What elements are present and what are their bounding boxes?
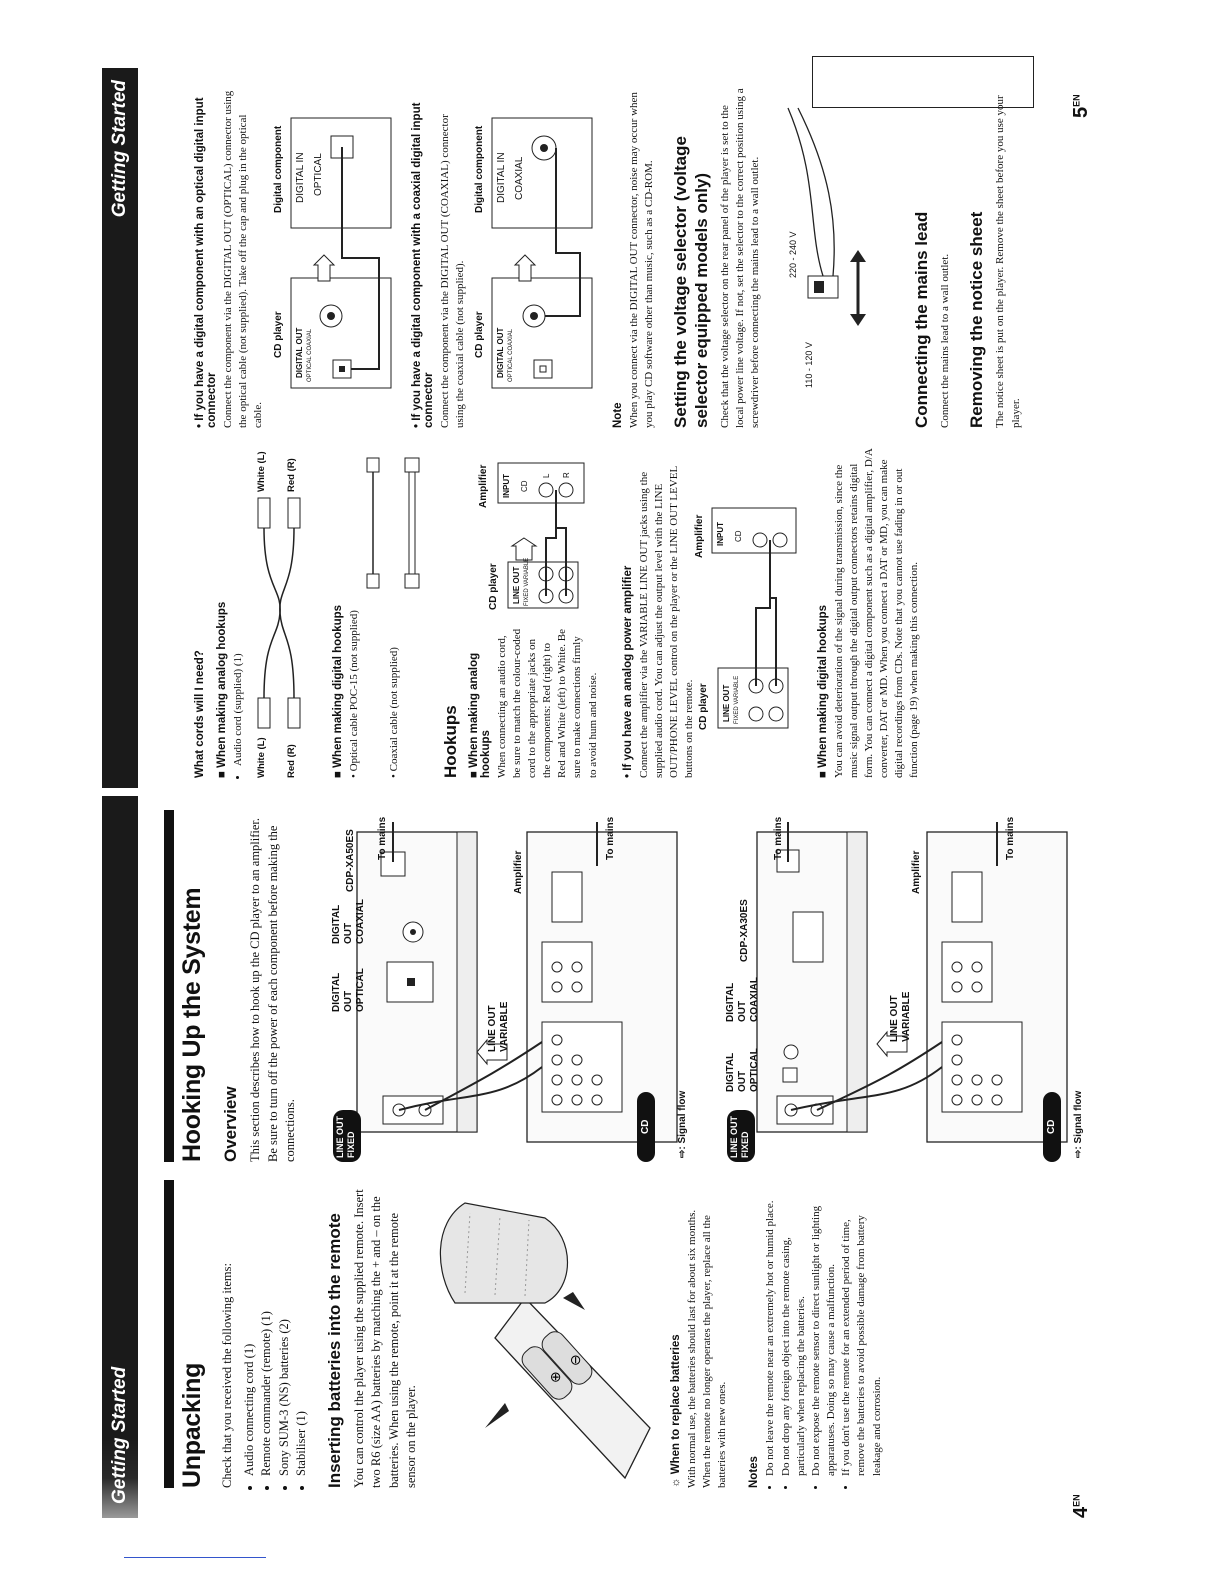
- signal-flow-arrow-icon: ⇨: [1073, 1149, 1084, 1158]
- model-label: CDP-XA30ES: [739, 899, 750, 962]
- list-item: • Do not leave the remote near an extremely hot or humid place.: [763, 1188, 778, 1476]
- section-banner-right: Getting Started: [102, 68, 138, 788]
- cd-player-label: CD player: [697, 683, 709, 730]
- to-mains-label: To mains: [1005, 816, 1016, 860]
- hookup-title: Hooking Up the System: [178, 887, 206, 1162]
- cd-player-label: CD player: [272, 311, 284, 358]
- page-number-right: $5^{EN}$: [1070, 94, 1092, 118]
- voltage-selector-illustration: [768, 88, 898, 428]
- input-label: INPUT: [715, 522, 725, 546]
- amplifier-label: Amplifier: [693, 514, 705, 558]
- blank-stamp-box: [812, 56, 1034, 108]
- column-digital-voltage: [142, 88, 1028, 428]
- cd-input-label: CD: [733, 530, 743, 542]
- manual-spread: [102, 68, 1102, 1518]
- cords-analog-title: ■ When making analog hookups: [216, 601, 228, 778]
- note-title: Note: [611, 402, 624, 428]
- l-label: L: [541, 473, 551, 478]
- amplifier-label: Amplifier: [513, 850, 524, 894]
- coaxial-cable-item: • Coaxial cable (not supplied): [388, 647, 401, 778]
- coaxial-body: Connect the component via the DIGITAL OUT (COAXIAL) connector using the coaxial cable (not supplied).: [438, 114, 466, 428]
- cd-player-label: CD player: [487, 563, 499, 610]
- page-number-left: $4^{EN}$: [1070, 1494, 1092, 1518]
- mains-title: Connecting the mains lead: [911, 211, 931, 428]
- amplifier-label: Amplifier: [477, 464, 489, 508]
- power-amp-title: • If you have an analog power amplifier: [621, 565, 634, 778]
- signal-flow-arrow-icon: ⇨: [677, 1149, 688, 1158]
- note-body: When you connect via the DIGITAL OUT connector, noise may occur when you play CD software other than music, such as a CD-ROM.: [627, 92, 656, 428]
- to-mains-label: To mains: [377, 816, 388, 860]
- voltage-body: Check that the voltage selector on the rear panel of the player is set to the local power line voltage. If not, set the selector to the correct position using a screwdriver before connecting the mains lead to a wall outlet.: [718, 88, 762, 428]
- optical-cable-item: • Optical cable POC-15 (not supplied): [348, 610, 361, 778]
- cd-player-label: CD player: [473, 311, 485, 358]
- optical-connection-diagram: [271, 88, 401, 428]
- digital-out-label: DIGITAL OUT: [294, 327, 304, 378]
- to-mains-label: To mains: [605, 816, 616, 860]
- batteries-body: You can control the player using the supplied remote. Insert two R6 (size AA) batteries by matching the + and – on the batteries. When using the remote, point it at the remote sensor on the player.: [351, 1189, 419, 1488]
- list-item: • Stabiliser (1): [293, 1188, 311, 1476]
- line-out-label: LINE OUT: [511, 566, 521, 604]
- list-item: • Do not drop any foreign object into the remote casing, particularly when replacing the batteries.: [779, 1188, 809, 1476]
- line-out-variable-label: LINE OUT VARIABLE: [487, 1001, 510, 1052]
- analog-hookups-title: ■ When making analog hookups: [467, 652, 492, 778]
- digital-out-label: DIGITAL OUT: [495, 327, 505, 378]
- fixed-variable-label: FIXED VARIABLE: [523, 557, 530, 606]
- unpacking-list: [241, 1188, 311, 1488]
- tip-body: With normal use, the batteries should last for about six months. When the remote no longer operates the player, replace all the batteries with new ones.: [685, 1209, 729, 1488]
- column-cords-hookups: [142, 448, 927, 778]
- line-out-variable-label: LINE OUT VARIABLE: [889, 991, 912, 1042]
- power-amp-body: Connect the amplifier via the VARIABLE LINE OUT jacks using the supplied audio cord. You can adjust the output level with the LINE OUT/PHONE LEVEL control on the player or the LINE OUT LEVEL buttons on the remote.: [637, 466, 696, 778]
- list-item: • If you don't use the remote for an extended period of time, remove the batteries to avoid possible damage from battery leakage and corrosion.: [839, 1188, 885, 1476]
- notice-title: Removing the notice sheet: [967, 211, 987, 428]
- input-label: INPUT: [501, 474, 511, 498]
- audio-cord-illustration: [248, 448, 322, 778]
- digital-out-optical-label: DIGITAL OUT OPTICAL: [331, 968, 366, 1012]
- list-item: • Sony SUM-3 (NS) batteries (2): [276, 1188, 294, 1476]
- line-out-fixed-label: LINE OUT FIXED: [729, 1116, 750, 1158]
- svg-text:⊕: ⊕: [546, 1371, 563, 1383]
- cd-input-label: CD: [519, 480, 529, 492]
- coaxial-title: • If you have a digital component with a coaxial digital input connector: [410, 102, 435, 428]
- voltage-110-label: 110 - 120 V: [803, 342, 814, 388]
- tip-title: ☼ When to replace batteries: [669, 1334, 682, 1488]
- optical-coaxial-label: OPTICAL COAXIAL: [507, 328, 514, 382]
- fixed-variable-label: FIXED VARIABLE: [733, 675, 740, 724]
- optical-body: Connect the component via the DIGITAL OUT (OPTICAL) connector using the optical cable (not supplied). Take off the cap and plug in the optical cable.: [222, 90, 265, 428]
- batteries-title: Inserting batteries into the remote: [324, 1213, 344, 1488]
- notes-list: [763, 1188, 884, 1488]
- digital-out-coaxial-label: DIGITAL OUT COAXIAL: [725, 977, 760, 1022]
- digital-in-label: DIGITAL IN: [294, 152, 306, 203]
- optical-title: • If you have a digital component with an optical digital input connector: [194, 97, 218, 428]
- digital-in-label: DIGITAL IN: [495, 152, 507, 203]
- lightbulb-icon: ☼: [669, 1474, 682, 1488]
- cd-label: CD: [1046, 1119, 1057, 1134]
- to-mains-label: To mains: [773, 816, 784, 860]
- optical-coaxial-label: OPTICAL COAXIAL: [306, 328, 313, 382]
- unpacking-title: Unpacking: [178, 1362, 206, 1488]
- blue-rule: [124, 1557, 266, 1558]
- digital-hookups-body: You can avoid deterioration of the signal during transmission, since the music signal output through the digital output connectors retains digital form. You can connect a digital component such as a digital amplifier, D/A converter, DAT or MD. When you connect a DAT or MD, you can make digital recordings from CDs. Note that you cannot use fading in or out function (page 19) when making this connection.: [832, 448, 921, 778]
- signal-flow-legend: ⇨: Signal flow: [677, 1090, 688, 1158]
- power-amp-diagram: [694, 478, 804, 738]
- digital-component-label: Digital component: [272, 125, 284, 213]
- white-l-label: White (L): [256, 737, 268, 778]
- amplifier-label: Amplifier: [911, 850, 922, 894]
- signal-flow-legend: ⇨: Signal flow: [1073, 1090, 1084, 1158]
- line-out-label: LINE OUT: [721, 684, 731, 722]
- line-out-fixed-label: LINE OUT FIXED: [335, 1116, 356, 1158]
- list-item: • Audio cord (supplied) (1): [231, 448, 246, 766]
- overview-body: This section describes how to hook up the CD player to an amplifier. Be sure to turn off the power of each component before making the connections.: [248, 817, 298, 1162]
- model-label: CDP-XA50ES: [345, 829, 356, 892]
- r-label: R: [561, 472, 571, 478]
- voltage-220-label: 220 - 240 V: [787, 231, 798, 278]
- digital-component-label: Digital component: [473, 125, 485, 213]
- analog-hookup-block: [468, 448, 618, 778]
- power-amp-block: [622, 448, 807, 778]
- cords-title: What cords will I need?: [194, 650, 206, 778]
- coaxial-connection-diagram: [472, 88, 602, 428]
- unpacking-intro: Check that you received the following items:: [220, 1263, 234, 1488]
- section-banner-left: Getting Started: [102, 796, 138, 1518]
- overview-title: Overview: [221, 1086, 240, 1162]
- optical-cable-row: [347, 448, 387, 778]
- list-item: • Remote commander (remote) (1): [258, 1188, 276, 1476]
- mains-body: Connect the mains lead to a wall outlet.: [938, 253, 951, 428]
- optical-label: OPTICAL: [312, 153, 324, 196]
- list-item: • Audio connecting cord (1): [241, 1188, 259, 1476]
- svg-text:⊖: ⊖: [566, 1354, 583, 1366]
- notes-title: Notes: [748, 1456, 761, 1488]
- red-r-label: Red (R): [286, 744, 298, 778]
- digital-out-optical-label: DIGITAL OUT OPTICAL: [725, 1048, 760, 1092]
- hookup-diagram-xa30es: [717, 812, 1097, 1162]
- digital-out-coaxial-label: DIGITAL OUT COAXIAL: [331, 899, 366, 944]
- notice-body: The notice sheet is put on the player. Remove the sheet before you use your player.: [994, 95, 1022, 428]
- battery-insertion-illustration: [425, 1188, 655, 1488]
- cords-digital-title: ■ When making digital hookups: [332, 604, 345, 778]
- red-r-label: Red (R): [286, 458, 298, 492]
- coaxial-label: COAXIAL: [513, 156, 525, 200]
- hookup-diagram-xa50es: [327, 812, 707, 1162]
- list-item: • Do not expose the remote sensor to direct sunlight or lighting apparatuses. Doing so may cause a malfunction.: [809, 1188, 839, 1476]
- cd-label: CD: [640, 1119, 651, 1134]
- coaxial-cable-row: [387, 448, 427, 778]
- analog-hookups-body: When connecting an audio cord, be sure to match the colour-coded cord to the appropriate jacks on the components: Red (right) to Red and White (left) to White. Be sure to make connections firmly to avoid hum and noise.: [495, 628, 599, 778]
- hookups-title: Hookups: [441, 705, 461, 778]
- analog-connection-diagram: [468, 448, 618, 618]
- column-unpacking: [142, 1188, 891, 1488]
- white-l-label: White (L): [256, 451, 268, 492]
- digital-hookups-title: ■ When making digital hookups: [816, 604, 829, 778]
- column-hookup: [142, 812, 304, 1162]
- voltage-title: Setting the voltage selector (voltage selector equipped models only): [671, 136, 711, 428]
